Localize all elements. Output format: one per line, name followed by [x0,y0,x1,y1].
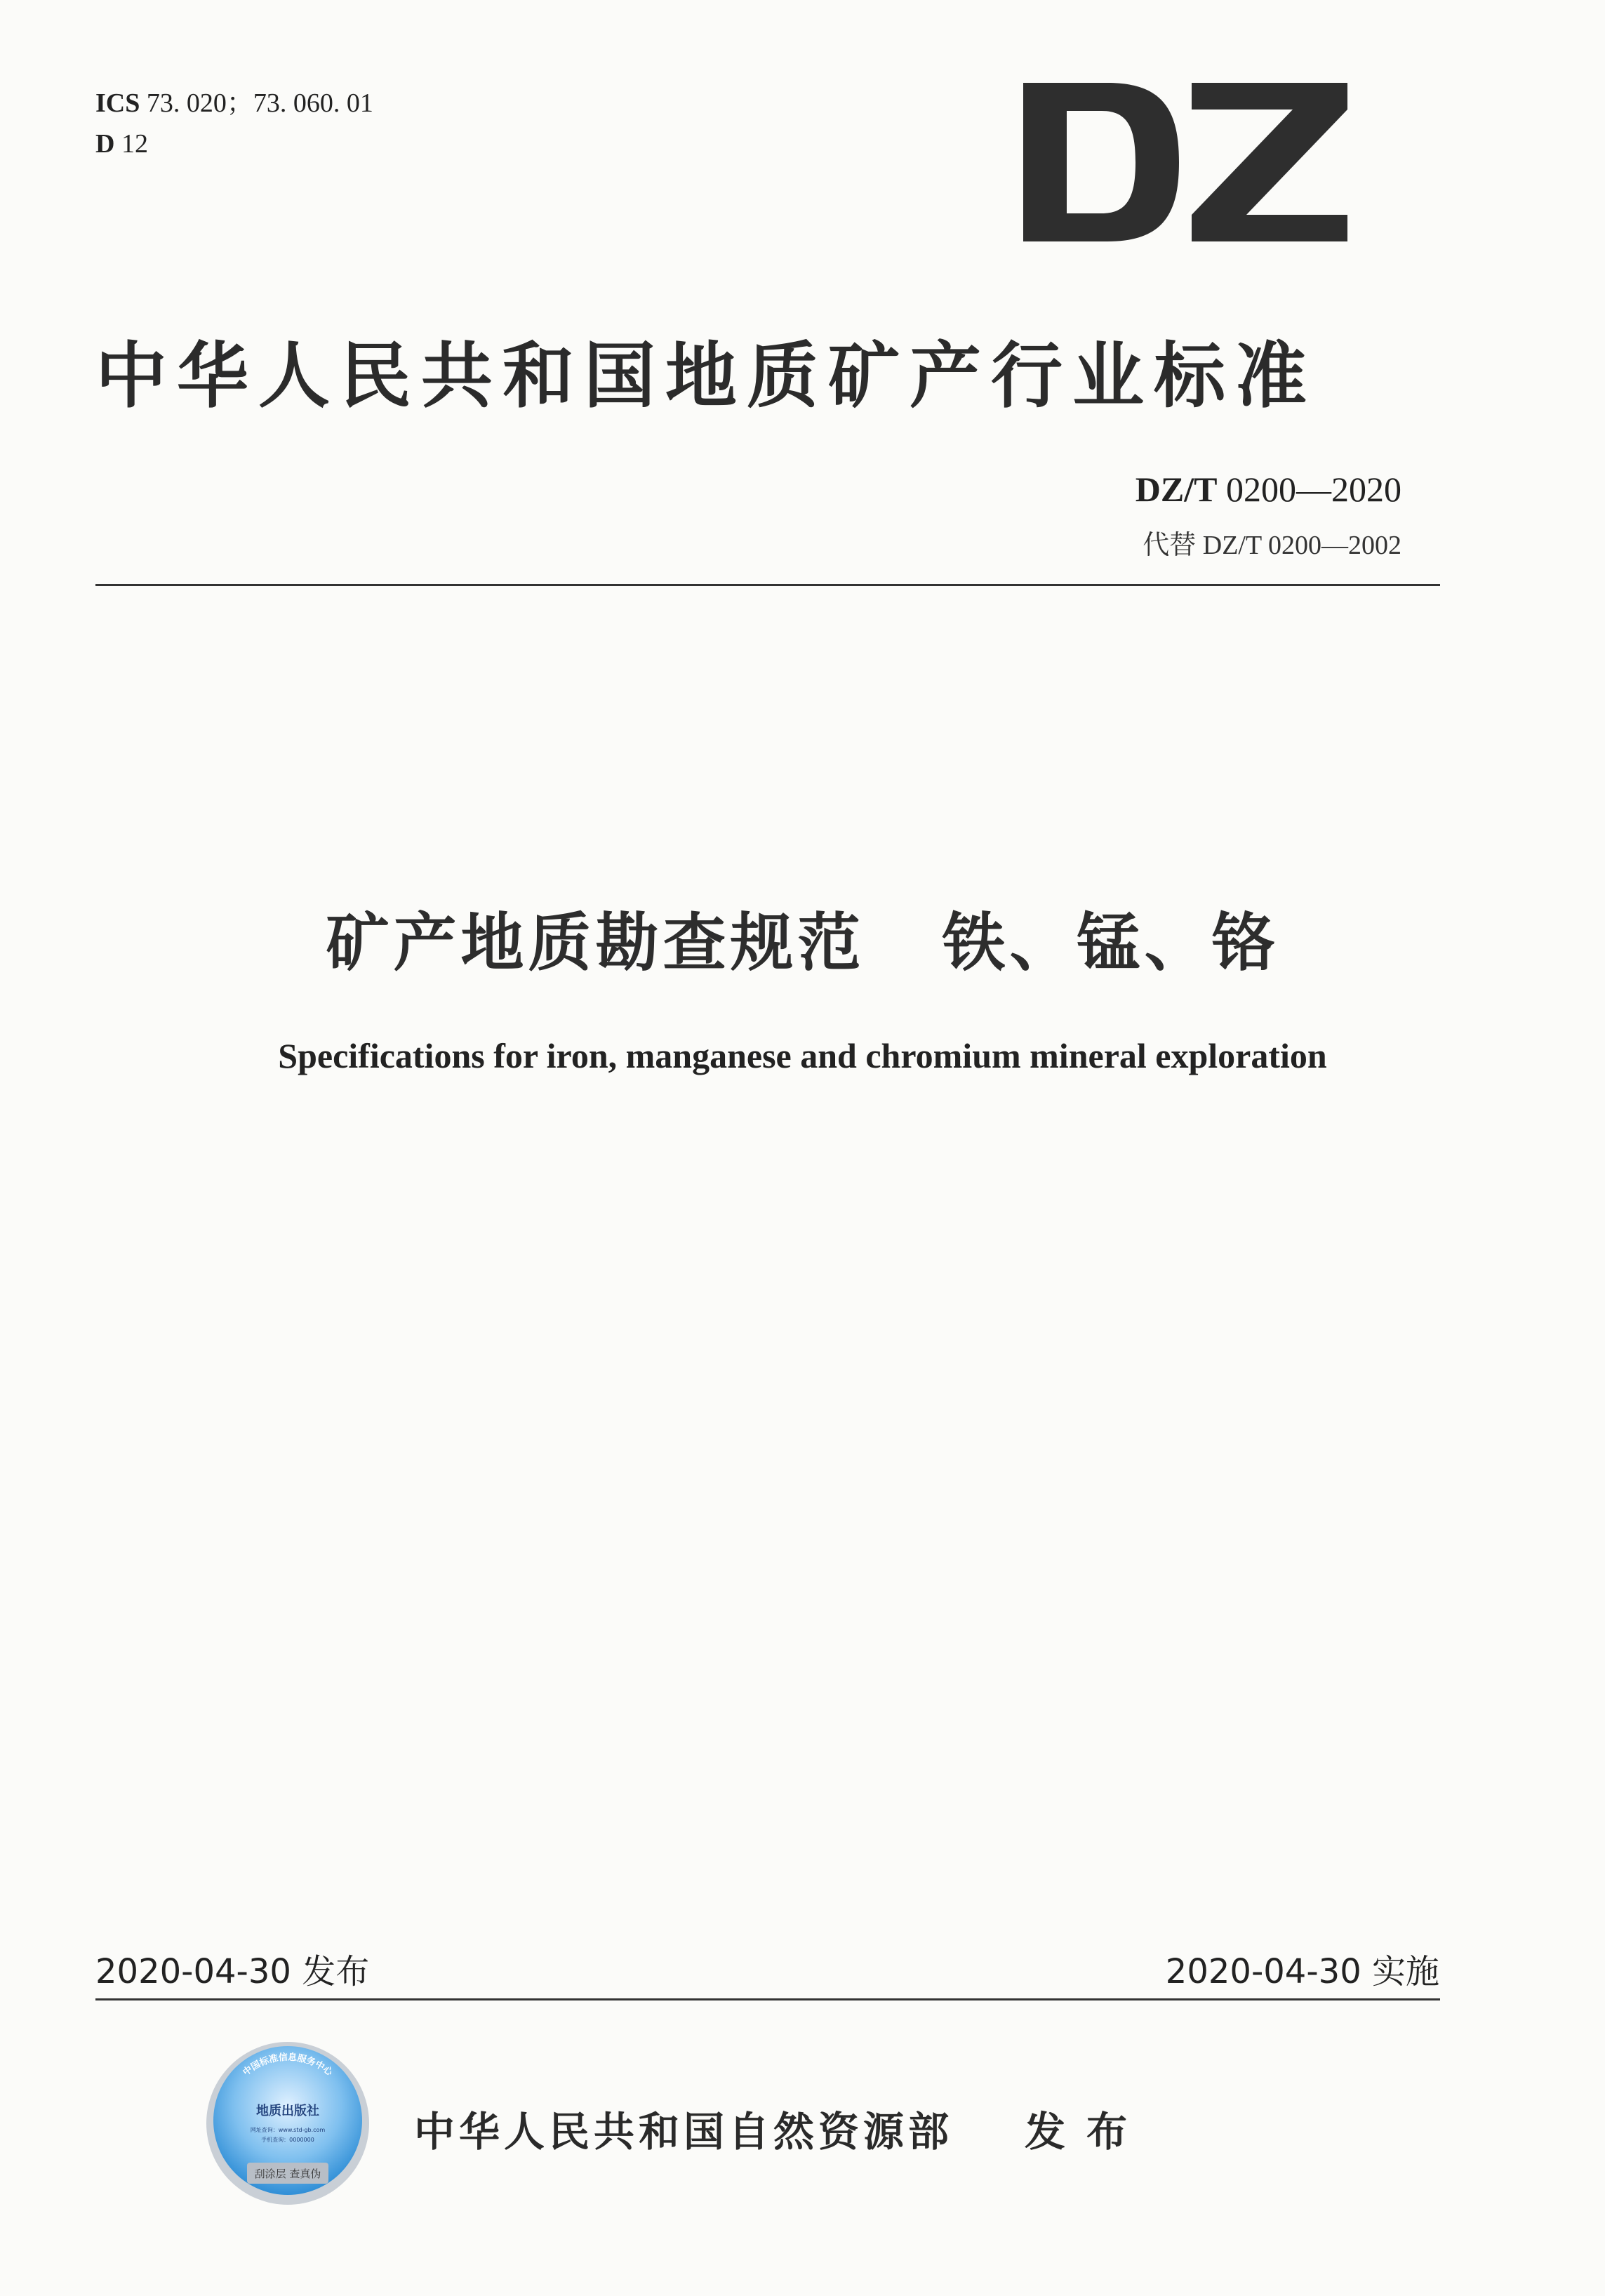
english-title: Specifications for iron, manganese and chromium mineral exploration [278,1036,1327,1075]
classification-codes [95,83,373,164]
publisher-action: 发布 [1025,2108,1149,2156]
footer-divider [95,1998,1440,2000]
replaces-standard: 代替 DZ/T 0200—2002 [1143,531,1401,560]
implementation-date: 2020-04-30 实施 [1165,1952,1439,1991]
dz-logo [1023,83,1347,241]
seal-line-1: 网址查询：www.std-gb.com [250,2127,326,2133]
publisher-name: 中华人民共和国自然资源部 [414,2108,954,2156]
seal-scratch-text: 刮涂层 查真伪 [254,2168,321,2180]
ccs-code: D 12 [95,129,148,159]
main-title: 中华人民共和国地质矿产行业标准 [95,335,1317,418]
seal-center-text: 地质出版社 [256,2104,319,2118]
chinese-title-main: 矿产地质勘查规范 [326,906,865,980]
anti-counterfeit-seal [204,2039,372,2208]
release-date: 2020-04-30 发布 [95,1952,370,1991]
seal-ring-text: 中国标准信息服务中心 [241,2052,335,2078]
chinese-title-sub: 铁、锰、铬 [942,906,1279,980]
chinese-title [0,891,1605,983]
header-divider [95,584,1440,586]
standard-number: DZ/T 0200—2020 [1135,470,1401,509]
ics-code: ICS 73. 020；73. 060. 01 [95,88,373,118]
seal-line-2: 手机查询：0000000 [261,2137,314,2143]
